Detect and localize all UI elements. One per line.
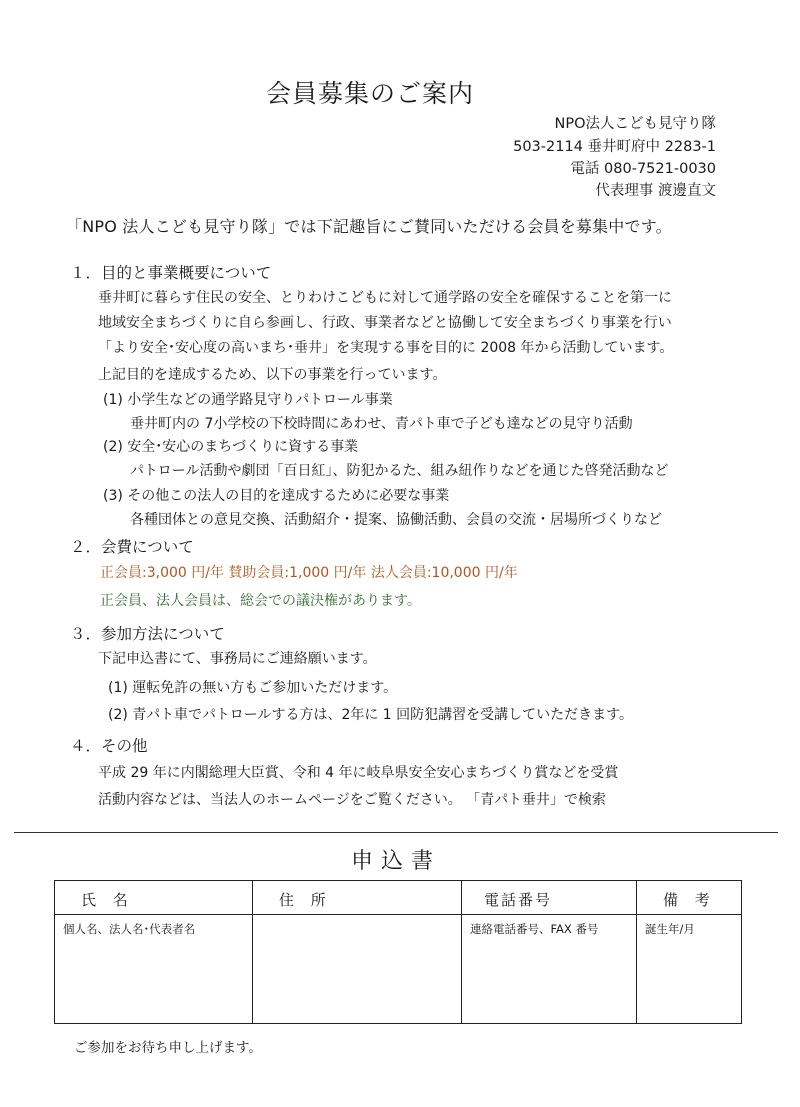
form-cell-address[interactable] — [253, 915, 462, 1024]
membership-fees: 正会員:3,000 円/年 賛助会員:1,000 円/年 法人会員:10,000 円/年 — [100, 565, 518, 581]
form-hint-name: 個人名、法人名･代表者名 — [63, 922, 196, 936]
form-hint-notes: 誕生年/月 — [645, 922, 695, 936]
section-1-line: 上記目的を達成するため、以下の事業を行っています。 — [98, 367, 447, 383]
section-1-item-label: (2) 安全･安心のまちづくりに資する事業 — [103, 439, 359, 455]
section-3-item: (1) 運転免許の無い方もご参加いただけます。 — [108, 680, 398, 696]
section-4-heading: ４．その他 — [70, 737, 148, 755]
form-header-phone: 電話番号 — [462, 881, 637, 915]
org-name: NPO法人こども見守り隊 — [554, 116, 716, 132]
form-cell-notes[interactable] — [637, 915, 742, 1024]
section-1-heading: １．目的と事業概要について — [70, 264, 272, 282]
org-address: 503-2114 垂井町府中 2283-1 — [513, 139, 716, 155]
section-1-line: 垂井町に暮らす住民の安全、とりわけこどもに対して通学路の安全を確保することを第一に — [98, 290, 672, 306]
section-divider — [14, 832, 778, 833]
section-1-item-detail: パトロール活動や劇団「百日紅」、防犯かるた、組み紐作りなどを通じた啓発活動など — [130, 463, 669, 479]
org-phone: 電話 080-7521-0030 — [570, 161, 716, 177]
section-3-line: 下記申込書にて、事務局にご連絡願います。 — [98, 651, 377, 667]
form-title: 申込書 — [350, 849, 441, 874]
org-representative: 代表理事 渡邊直文 — [595, 183, 716, 199]
intro-text: 「NPO 法人こども見守り隊」では下記趣旨にご賛同いただける会員を募集中です。 — [66, 217, 672, 236]
form-cell-phone[interactable] — [462, 915, 637, 1024]
section-3-item: (2) 青パト車でパトロールする方は、2年に 1 回防犯講習を受講していただきます。 — [108, 707, 634, 723]
section-1-line: 地域安全まちづくりに自ら参画し、行政、事業者などと協働して安全まちづくり事業を行い — [98, 315, 672, 331]
form-header-address: 住 所 — [253, 881, 462, 915]
section-1-item-detail: 垂井町内の 7小学校の下校時間にあわせ、青パト車で子ども達などの見守り活動 — [130, 416, 633, 432]
form-cell-name[interactable] — [55, 915, 253, 1024]
section-1-line: 「より安全･安心度の高いまち･垂井」を実現する事を目的に 2008 年から活動しています。 — [98, 340, 674, 356]
section-4-line: 平成 29 年に内閣総理大臣賞、令和 4 年に岐阜県安全安心まちづくり賞などを受賞 — [98, 765, 619, 781]
section-4-line: 活動内容などは、当法人のホームページをご覧ください。 「青パト垂井」で検索 — [98, 792, 606, 808]
section-1-item-label: (3) その他この法人の目的を達成するために必要な事業 — [103, 488, 450, 504]
form-hint-phone: 連絡電話番号、FAX 番号 — [470, 922, 599, 936]
voting-rights-note: 正会員、法人会員は、総会での議決権があります。 — [100, 593, 421, 609]
section-1-item-label: (1) 小学生などの通学路見守りパトロール事業 — [103, 392, 393, 408]
section-3-heading: ３．参加方法について — [70, 625, 225, 643]
form-header-notes: 備 考 — [637, 881, 742, 915]
form-header-name: 氏 名 — [55, 881, 253, 915]
section-1-item-detail: 各種団体との意見交換、活動紹介・提案、協働活動、会員の交流・居場所づくりなど — [130, 512, 662, 528]
page-title: 会員募集のご案内 — [265, 79, 474, 108]
section-2-heading: ２．会費について — [70, 538, 194, 556]
closing-message: ご参加をお待ち申し上げます。 — [74, 1040, 262, 1056]
application-form-table — [54, 880, 742, 1024]
